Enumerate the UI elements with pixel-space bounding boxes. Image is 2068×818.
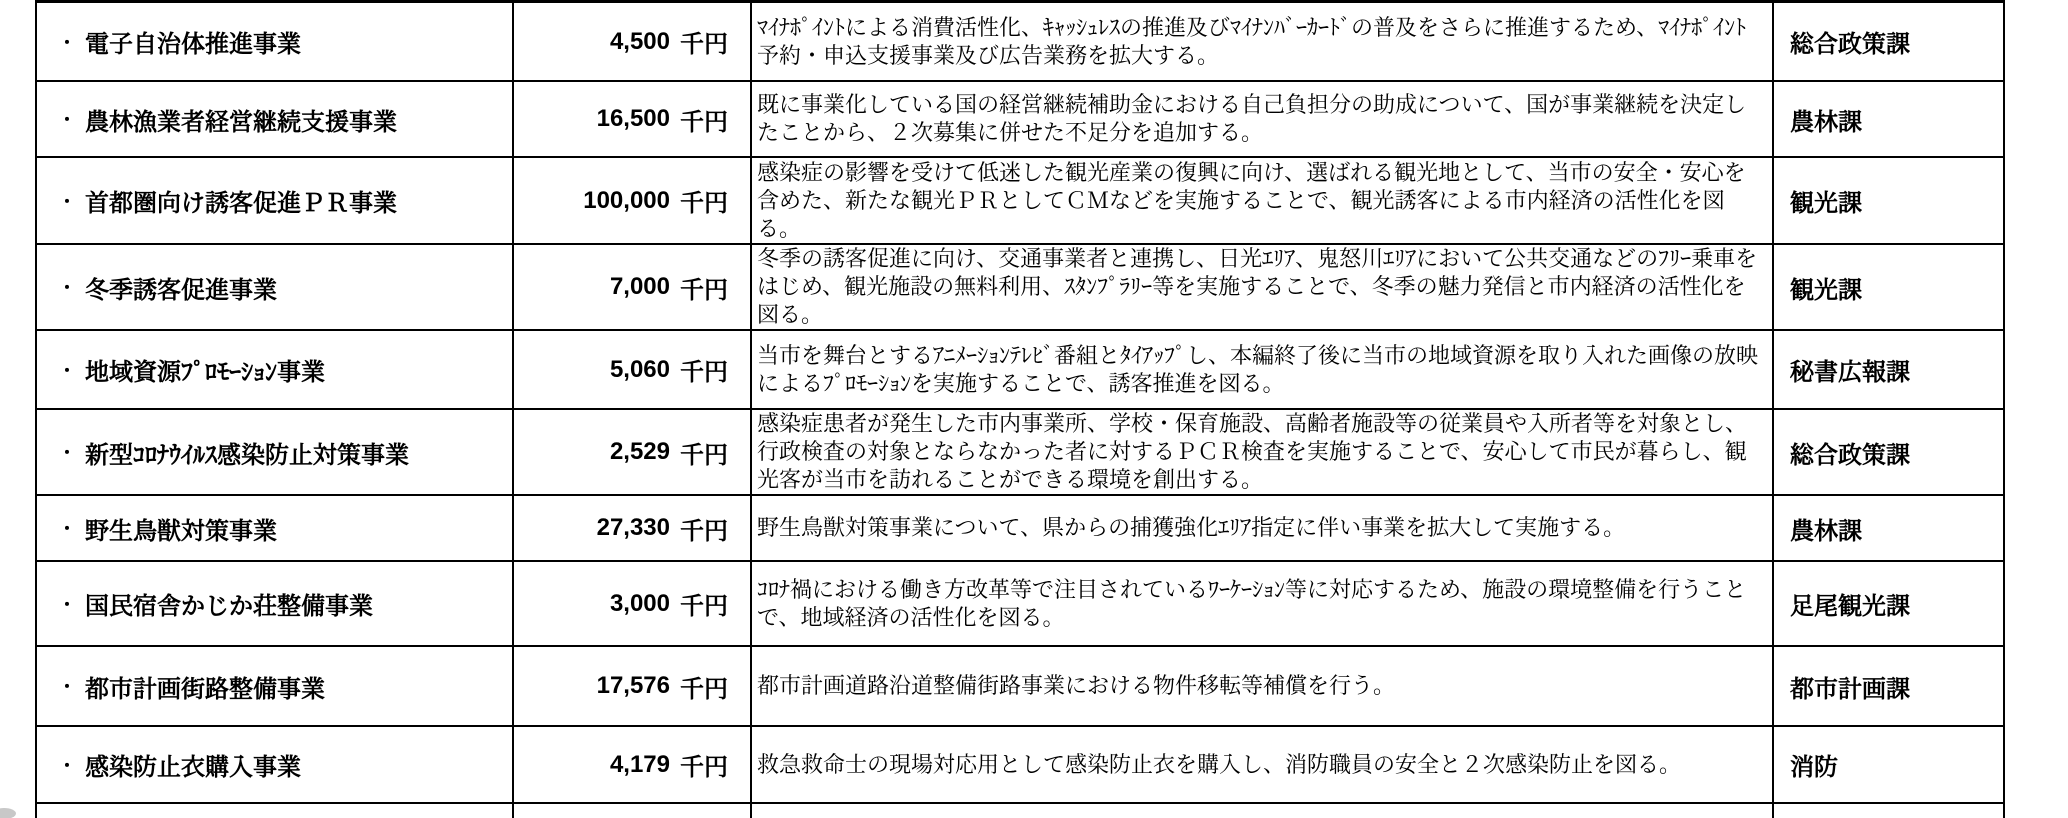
amount-value: 5,060 <box>609 355 670 383</box>
amount-value: 27,330 <box>596 514 670 541</box>
amount-value: 100,000 <box>583 186 670 214</box>
amount-unit: 千円 <box>680 593 728 620</box>
amount-cell <box>512 82 750 156</box>
bullet-dot: ・ <box>58 519 76 539</box>
project-name-cell <box>35 496 512 560</box>
amount-unit: 千円 <box>680 276 728 304</box>
project-name-cell <box>35 647 512 725</box>
description-cell <box>750 3 1772 80</box>
bullet-dot: ・ <box>58 360 76 381</box>
amount-value: 17,576 <box>596 672 670 699</box>
table-row <box>35 158 2005 245</box>
project-name-cell <box>35 158 512 243</box>
amount-cell <box>512 158 750 243</box>
table-row <box>35 647 2005 727</box>
amount-cell <box>512 727 750 802</box>
table-row-partial <box>35 804 2005 818</box>
description-text: ﾏｲﾅﾎﾟｲﾝﾄによる消費活性化、ｷｬｯｼｭﾚｽの推進及びﾏｲﾅﾝﾊﾞｰｶｰﾄﾞの普及をさらに推進するため、ﾏｲﾅﾎﾟｲﾝﾄ予約・申込支援事業及び広告業務を拡大する。 <box>757 14 1747 68</box>
department-cell <box>1772 410 2005 494</box>
bullet-dot: ・ <box>58 278 76 298</box>
amount-value: 3,000 <box>609 589 670 617</box>
amount-cell <box>512 647 750 725</box>
description-cell <box>750 727 1772 802</box>
project-name: 都市計画街路整備事業 <box>85 675 325 703</box>
table-row <box>35 496 2005 562</box>
project-name-cell <box>35 82 512 156</box>
department-name: 消防 <box>1790 754 1838 781</box>
project-name-cell <box>35 727 512 802</box>
department-name: 秘書広報課 <box>1790 359 1910 386</box>
table-row <box>35 410 2005 496</box>
description-cell <box>750 804 1772 818</box>
project-name: 農林漁業者経営継続支援事業 <box>85 108 397 136</box>
department-cell <box>1772 647 2005 725</box>
department-name: 総合政策課 <box>1790 441 1910 469</box>
bullet-dot: ・ <box>58 32 76 53</box>
project-name: 感染防止衣購入事業 <box>85 754 301 781</box>
description-text: 野生鳥獣対策事業について、県からの捕獲強化ｴﾘｱ指定に伴い事業を拡大して実施する。 <box>757 515 1626 540</box>
department-cell <box>1772 82 2005 156</box>
department-cell <box>1772 727 2005 802</box>
project-name: 地域資源ﾌﾟﾛﾓｰｼｮﾝ事業 <box>85 359 325 386</box>
description-text: 既に事業化している国の経営継続補助金における自己負担分の助成について、国が事業継続を決定したことから、２次募集に併せた不足分を追加する。 <box>757 92 1747 145</box>
project-name-cell <box>35 804 512 818</box>
table-row <box>35 727 2005 804</box>
table-row <box>35 245 2005 331</box>
amount-unit: 千円 <box>680 517 728 545</box>
amount-cell <box>512 3 750 80</box>
bullet-dot: ・ <box>58 191 76 212</box>
amount-cell <box>512 496 750 560</box>
amount-cell <box>512 331 750 408</box>
amount-unit: 千円 <box>680 359 728 386</box>
department-name: 都市計画課 <box>1790 675 1910 703</box>
budget-table <box>35 0 2005 818</box>
department-cell <box>1772 158 2005 243</box>
department-cell <box>1772 804 2005 818</box>
department-name: 総合政策課 <box>1790 31 1910 58</box>
amount-value: 2,529 <box>609 438 670 465</box>
department-cell <box>1772 3 2005 80</box>
bullet-dot: ・ <box>58 677 76 697</box>
bullet-dot: ・ <box>58 755 76 776</box>
department-name: 足尾観光課 <box>1790 593 1910 620</box>
amount-value: 4,500 <box>609 27 670 55</box>
table-row <box>35 3 2005 82</box>
department-name: 農林課 <box>1790 108 1862 136</box>
description-text: 感染症患者が発生した市内事業所、学校・保育施設、高齢者施設等の従業員や入所者等を対象とし、行政検査の対象とならなかった者に対するＰＣＲ検査を実施することで、安心して市民が暮らし、観光客が当市を訪れることができる環境を創出する。 <box>757 411 1748 492</box>
project-name-cell <box>35 331 512 408</box>
department-name: 農林課 <box>1790 517 1862 545</box>
bullet-dot: ・ <box>58 110 76 130</box>
table-row <box>35 331 2005 410</box>
table-row <box>35 82 2005 158</box>
department-cell <box>1772 245 2005 329</box>
amount-unit: 千円 <box>680 108 728 136</box>
description-text: ｺﾛﾅ禍における働き方改革等で注目されているﾜｰｹｰｼｮﾝ等に対応するため、施設の環境整備を行うことで、地域経済の活性化を図る。 <box>757 576 1747 630</box>
amount-unit: 千円 <box>680 190 728 217</box>
project-name-cell <box>35 245 512 329</box>
amount-unit: 千円 <box>680 754 728 781</box>
amount-value: 4,179 <box>609 750 670 778</box>
description-cell <box>750 331 1772 408</box>
description-cell <box>750 496 1772 560</box>
project-name: 野生鳥獣対策事業 <box>85 517 277 545</box>
project-name: 首都圏向け誘客促進ＰＲ事業 <box>85 190 397 217</box>
amount-value: 7,000 <box>609 273 670 300</box>
table-row <box>35 562 2005 647</box>
description-cell <box>750 647 1772 725</box>
department-name: 観光課 <box>1790 276 1862 304</box>
amount-cell <box>512 804 750 818</box>
amount-cell <box>512 245 750 329</box>
project-name-cell <box>35 3 512 80</box>
amount-unit: 千円 <box>680 675 728 703</box>
department-cell <box>1772 562 2005 645</box>
description-cell <box>750 410 1772 494</box>
description-text: 冬季の誘客促進に向け、交通事業者と連携し、日光ｴﾘｱ、鬼怒川ｴﾘｱにおいて公共交通などのﾌﾘｰ乗車をはじめ、観光施設の無料利用、ｽﾀﾝﾌﾟﾗﾘｰ等を実施することで、冬季の魅力発信と市内経済の活性化を図る。 <box>757 246 1758 327</box>
description-cell <box>750 82 1772 156</box>
project-name-cell <box>35 410 512 494</box>
description-cell <box>750 158 1772 243</box>
project-name: 国民宿舎かじか荘整備事業 <box>85 593 373 620</box>
description-cell <box>750 562 1772 645</box>
description-text: 感染症の影響を受けて低迷した観光産業の復興に向け、選ばれる観光地として、当市の安全・安心を含めた、新たな観光ＰＲとしてＣＭなどを実施することで、観光誘客による市内経済の活性化を図る。 <box>757 159 1746 241</box>
department-cell <box>1772 496 2005 560</box>
description-text: 救急救命士の現場対応用として感染防止衣を購入し、消防職員の安全と２次感染防止を図る。 <box>757 751 1682 777</box>
page-edge-artifact <box>0 808 16 818</box>
bullet-dot: ・ <box>58 443 76 463</box>
description-cell <box>750 245 1772 329</box>
amount-unit: 千円 <box>680 441 728 469</box>
project-name: 電子自治体推進事業 <box>85 31 301 58</box>
project-name: 冬季誘客促進事業 <box>85 276 277 304</box>
amount-value: 16,500 <box>596 105 670 132</box>
amount-cell <box>512 562 750 645</box>
project-name-cell <box>35 562 512 645</box>
bullet-dot: ・ <box>58 594 76 615</box>
department-cell <box>1772 331 2005 408</box>
description-text: 当市を舞台とするｱﾆﾒｰｼｮﾝﾃﾚﾋﾞ番組とﾀｲｱｯﾌﾟし、本編終了後に当市の地域資源を取り入れた画像の放映によるﾌﾟﾛﾓｰｼｮﾝを実施することで、誘客推進を図る。 <box>757 342 1759 396</box>
amount-unit: 千円 <box>680 31 728 58</box>
department-name: 観光課 <box>1790 190 1862 217</box>
project-name: 新型ｺﾛﾅｳｲﾙｽ感染防止対策事業 <box>85 441 409 469</box>
amount-cell <box>512 410 750 494</box>
description-text: 都市計画道路沿道整備街路事業における物件移転等補償を行う。 <box>757 673 1396 698</box>
